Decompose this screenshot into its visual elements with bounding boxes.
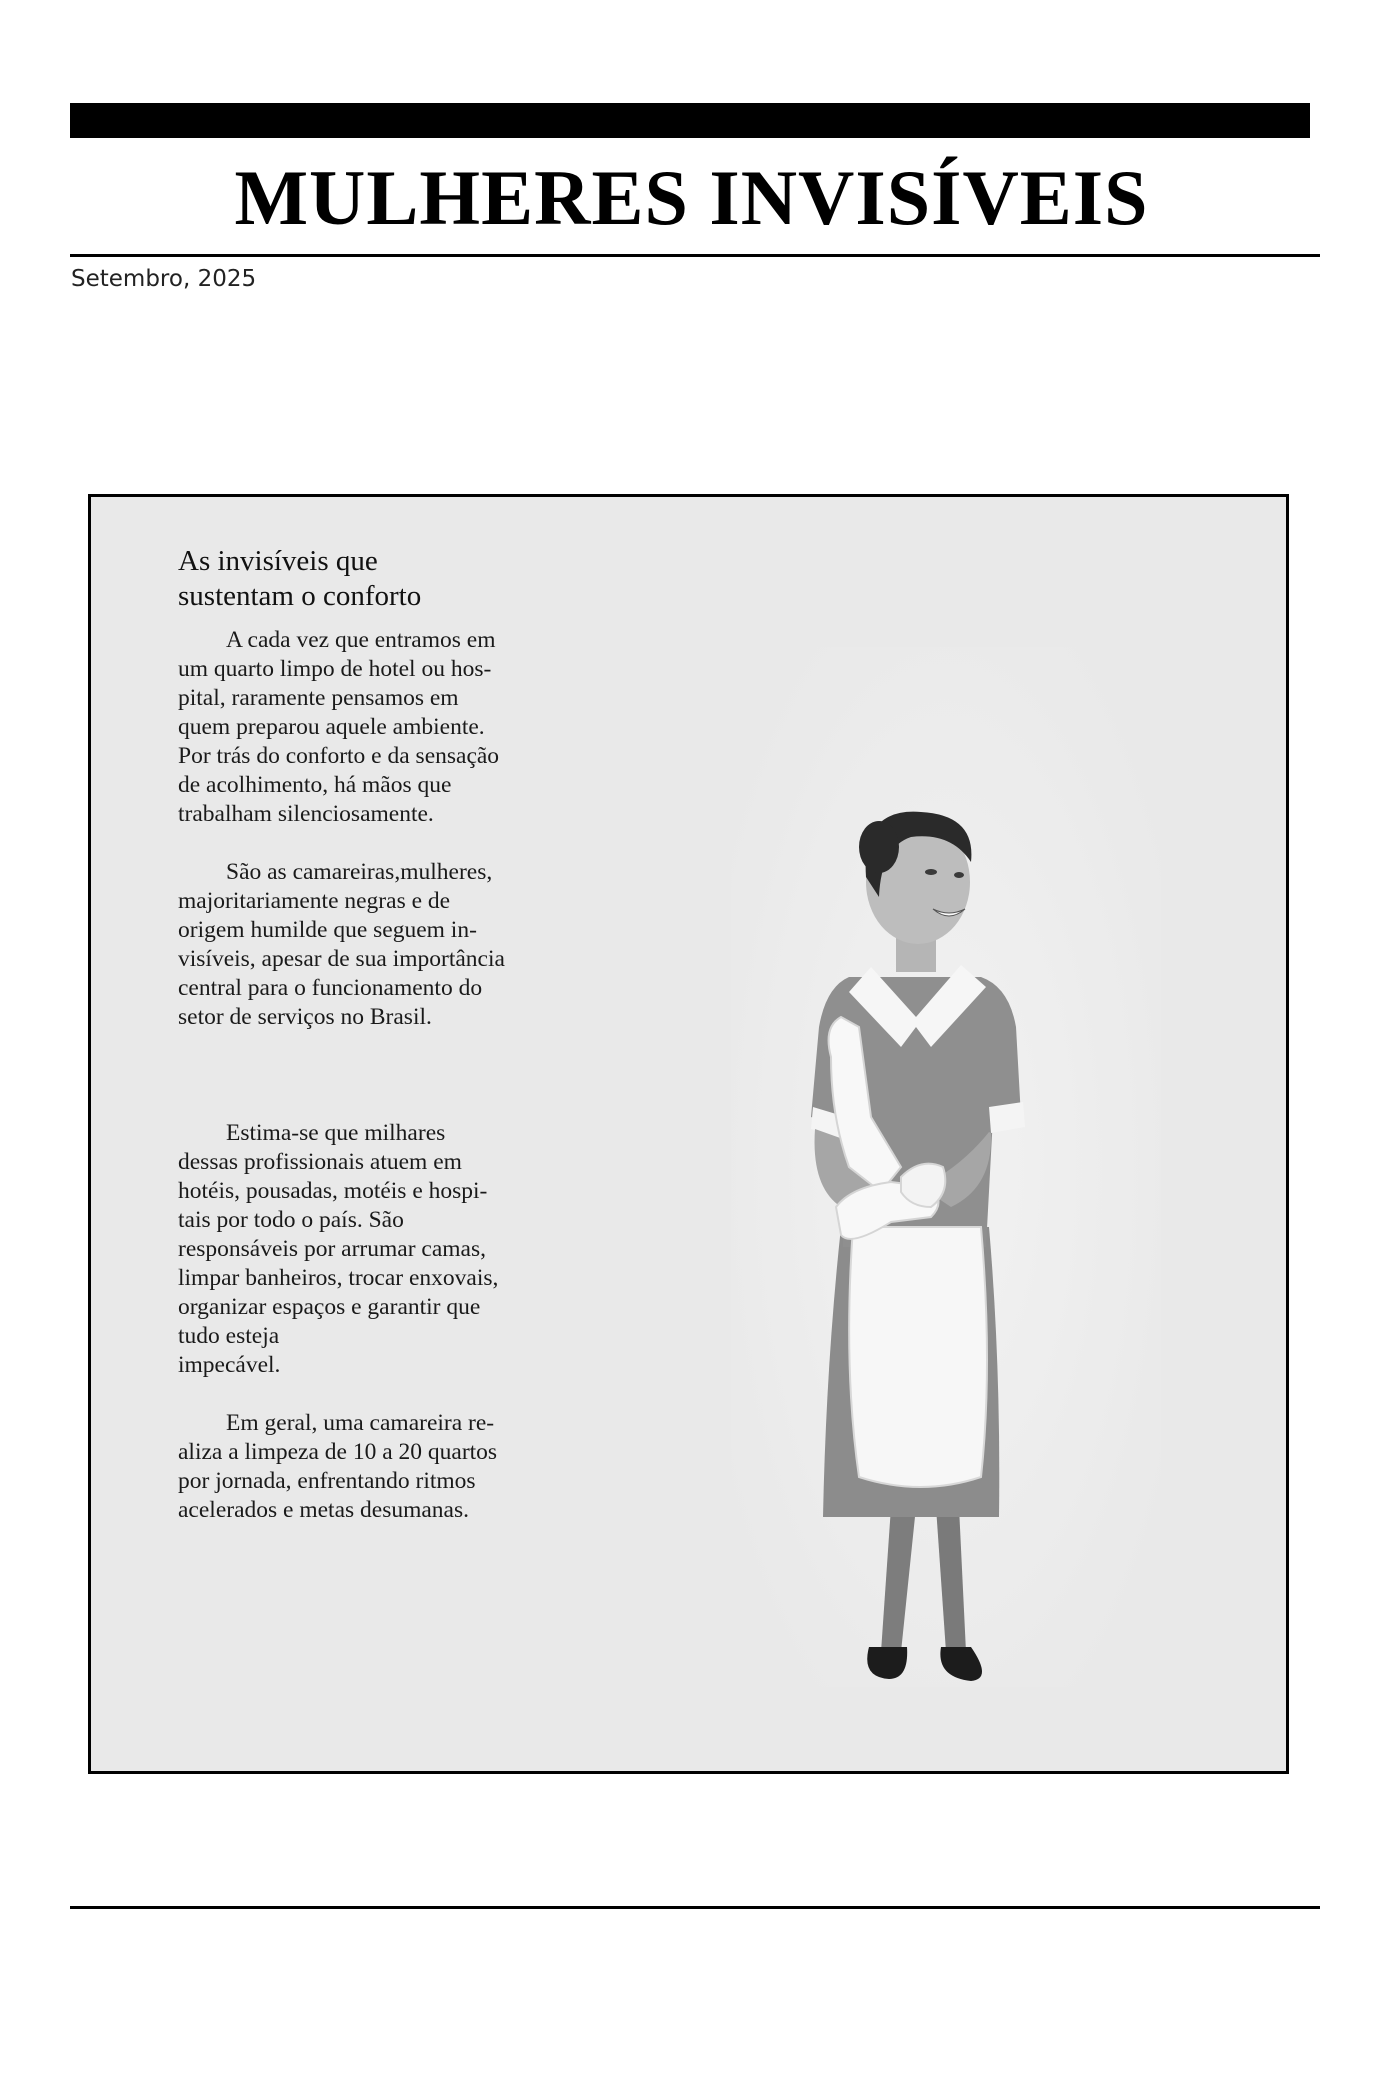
footer-rule [70,1906,1320,1909]
issue-date: Setembro, 2025 [71,266,257,292]
page-title: MULHERES INVISÍVEIS [234,154,1149,241]
header-rule [70,254,1320,257]
article-title: As invisíveis que sustentam o conforto [178,545,422,612]
article-paragraph: Em geral, uma camareira re- aliza a limpeza de 10 a 20 quartos por jornada, enfrentando ritmos acelerados e metas desumanas. [178,1410,498,1523]
article-column [178,544,568,1525]
article-panel [88,494,1289,1774]
article-paragraph: A cada vez que entramos em um quarto limpo de hotel ou hos- pital, raramente pensamos em quem preparou aquele ambiente. Por trás do conforto e da sensação de acolhimento, há mãos que trabalham silenciosamente. [178,627,500,827]
housekeeper-photo [731,647,1161,1687]
article-paragraph: São as camareiras,mulheres, majoritariamente negras e de origem humilde que seguem in- visíveis, apesar de sua importância central para o funcionamento do setor de serviços no Brasil. [178,859,505,1030]
masthead-bar [70,103,1310,138]
article-paragraph: Estima-se que milhares dessas profissionais atuem em hotéis, pousadas, motéis e hospi- tais por todo o país. São responsáveis por arrumar camas, limpar banheiros, trocar enxovais, organizar espaços e garantir que tudo esteja impecável. [178,1120,499,1378]
